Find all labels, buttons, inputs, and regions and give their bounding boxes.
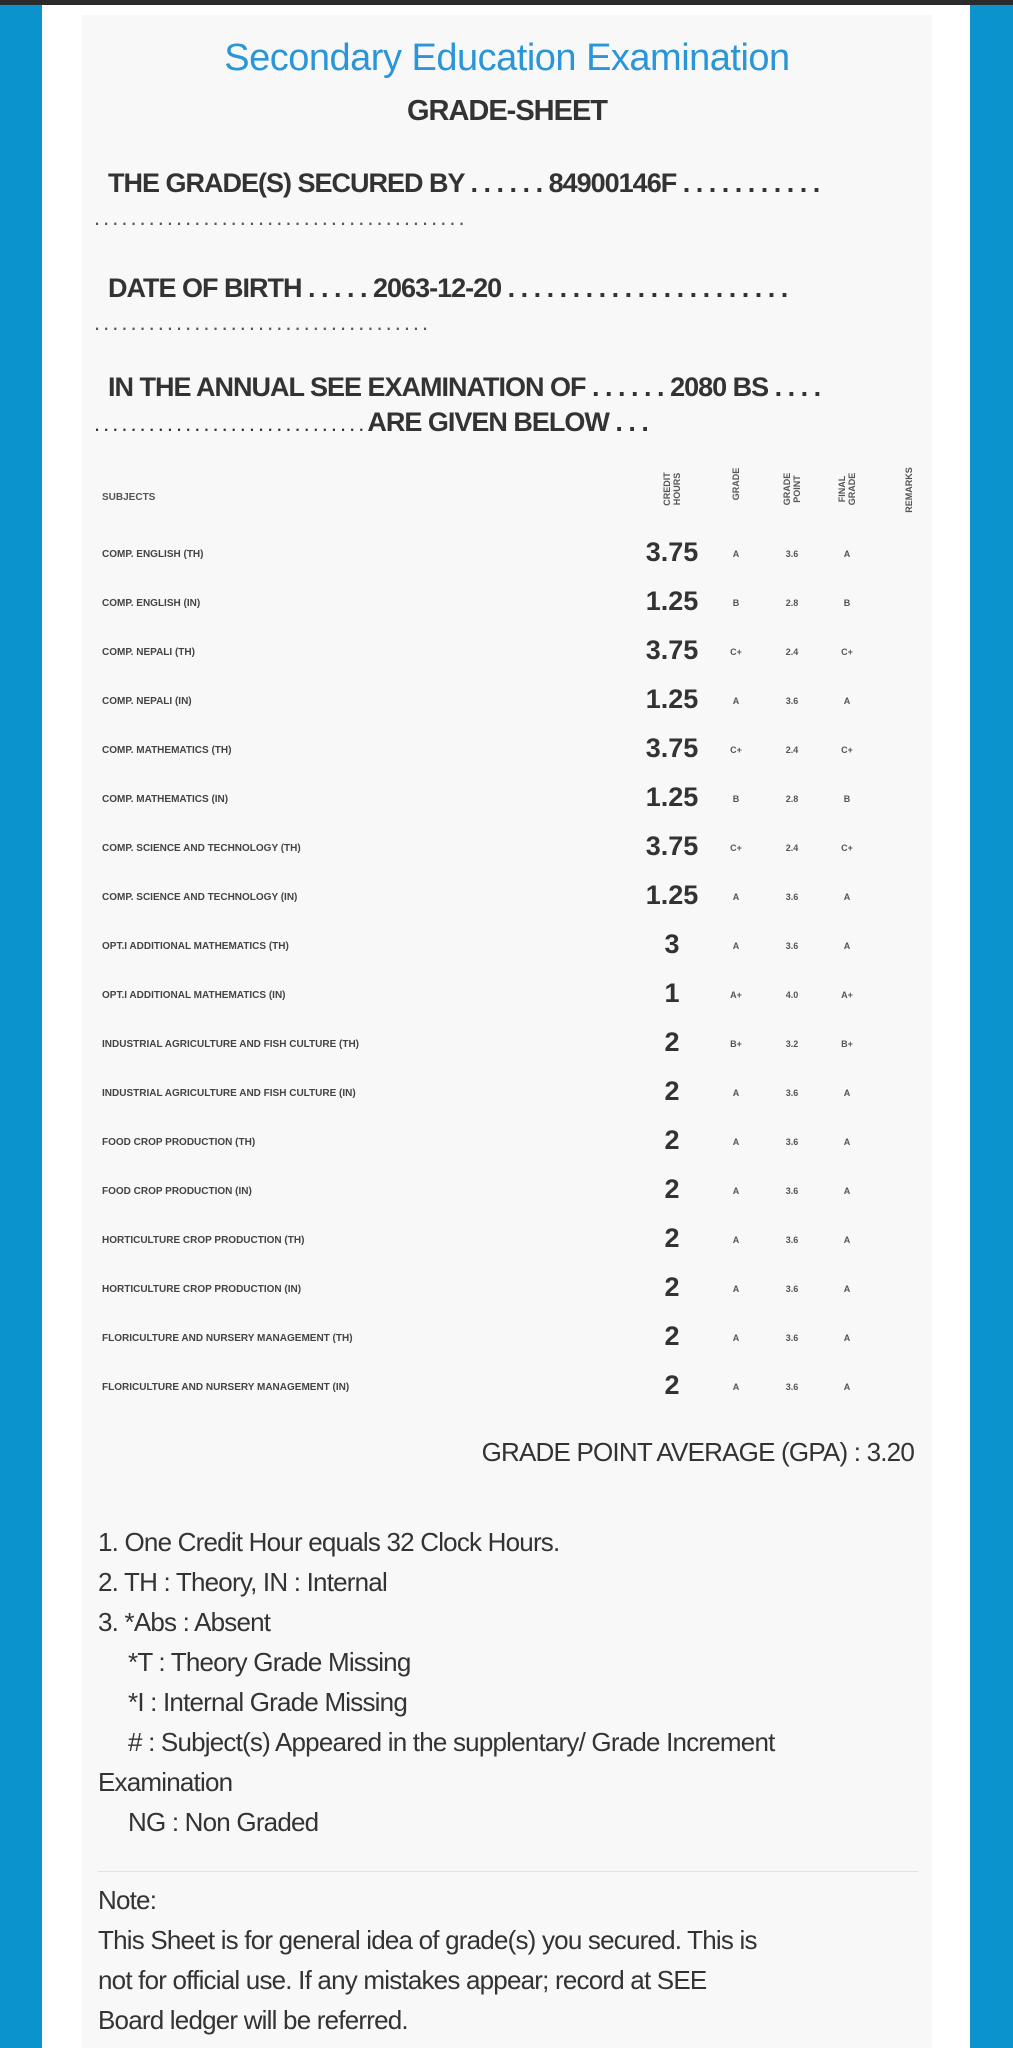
dob-line: DATE OF BIRTH . . . . . 2063-12-20 . . . . . . . . . . . . . . . . . . . . . . [108, 273, 788, 303]
divider [98, 1871, 918, 1872]
credit-hours-cell: 1 [664, 978, 680, 1008]
date-of-birth: 2063-12-20 [373, 273, 502, 303]
given-below-text: ARE GIVEN BELOW [367, 407, 609, 437]
grade-point-cell: 2.4 [785, 745, 799, 755]
exam-year: 2080 BS [670, 372, 769, 402]
grade-point-cell: 3.6 [785, 1137, 799, 1147]
credit-hours-cell: 2 [664, 1370, 680, 1400]
grade-point-cell: 3.6 [785, 1284, 799, 1294]
grade-cell: A+ [730, 990, 742, 1000]
credit-hours-cell: 2 [664, 1272, 680, 1302]
final-grade-cell: A [843, 1186, 851, 1196]
grade-cell: A [732, 892, 740, 902]
grade-point-cell: 2.4 [785, 647, 799, 657]
subject-cell: COMP. ENGLISH (IN) [102, 598, 201, 609]
subject-cell: COMP. MATHEMATICS (TH) [102, 745, 232, 756]
grade-cell: A [732, 549, 740, 559]
grade-cell: C+ [730, 647, 742, 657]
final-grade-cell: A [843, 1284, 851, 1294]
final-grade-cell: A [843, 892, 851, 902]
grade-cell: C+ [730, 745, 742, 755]
secured-by-line: THE GRADE(S) SECURED BY . . . . . . 84900146F . . . . . . . . . . . [108, 168, 820, 198]
credit-hours-cell: 2 [664, 1174, 680, 1204]
grade-cell: A [732, 1333, 740, 1343]
page [42, 5, 970, 2048]
dotted-line: ......................................... [94, 205, 468, 230]
final-grade-cell: B+ [841, 1039, 853, 1049]
legend-item: 3. *Abs : Absent [98, 1607, 271, 1637]
subject-cell: FOOD CROP PRODUCTION (TH) [102, 1137, 256, 1148]
credit-hours-cell: 3.75 [645, 831, 699, 861]
grade-cell: B [732, 598, 740, 608]
subject-cell: COMP. SCIENCE AND TECHNOLOGY (TH) [102, 843, 301, 854]
credit-hours-cell: 2 [664, 1027, 680, 1057]
grade-cell: A [732, 1186, 740, 1196]
grade-cell: A [732, 1284, 740, 1294]
grade-cell: A [732, 1088, 740, 1098]
final-grade-cell: A [843, 1382, 851, 1392]
note-text: This Sheet is for general idea of grade(s) you secured. This is [98, 1925, 757, 1955]
final-grade-cell: A [843, 1088, 851, 1098]
grade-point-cell: 3.6 [785, 941, 799, 951]
credit-hours-cell: 1.25 [645, 684, 699, 714]
column-subjects: SUBJECTS [102, 492, 156, 503]
subject-cell: COMP. MATHEMATICS (IN) [102, 794, 229, 805]
grade-point-cell: 3.6 [785, 1186, 799, 1196]
legend-item: NG : Non Graded [128, 1807, 319, 1837]
final-grade-cell: A [843, 549, 851, 559]
subject-cell: FLORICULTURE AND NURSERY MANAGEMENT (TH) [102, 1333, 353, 1344]
grade-point-cell: 3.6 [785, 1088, 799, 1098]
credit-hours-cell: 1.25 [645, 782, 699, 812]
final-grade-cell: A [843, 1137, 851, 1147]
subject-cell: INDUSTRIAL AGRICULTURE AND FISH CULTURE (TH) [102, 1039, 360, 1050]
dotted-line: ..................................... [94, 310, 432, 335]
credit-hours-cell: 2 [664, 1125, 680, 1155]
final-grade-cell: C+ [841, 843, 853, 853]
legend-item: *I : Internal Grade Missing [128, 1687, 407, 1717]
note-label: Note: [98, 1885, 157, 1915]
subject-cell: OPT.I ADDITIONAL MATHEMATICS (IN) [102, 990, 286, 1001]
column-final-grade: FINAL GRADE [837, 472, 857, 506]
grade-point-cell: 3.6 [785, 1333, 799, 1343]
credit-hours-cell: 3 [664, 929, 680, 959]
gpa: GRADE POINT AVERAGE (GPA) : 3.20 [481, 1437, 914, 1467]
credit-hours-cell: 3.75 [645, 733, 699, 763]
column-remarks: REMARKS [904, 467, 914, 513]
grade-cell: A [732, 1235, 740, 1245]
column-grade: GRADE [731, 467, 741, 501]
grade-point-cell: 3.6 [785, 549, 799, 559]
grade-point-cell: 3.6 [785, 892, 799, 902]
subject-cell: FOOD CROP PRODUCTION (IN) [102, 1186, 252, 1197]
legend-item: *T : Theory Grade Missing [128, 1647, 411, 1677]
exam-label: IN THE ANNUAL SEE EXAMINATION OF [108, 372, 586, 402]
final-grade-cell: B [843, 794, 851, 804]
subject-cell: COMP. SCIENCE AND TECHNOLOGY (IN) [102, 892, 298, 903]
grade-point-cell: 3.6 [785, 1382, 799, 1392]
credit-hours-cell: 2 [664, 1321, 680, 1351]
credit-hours-cell: 2 [664, 1076, 680, 1106]
legend-item: 1. One Credit Hour equals 32 Clock Hours. [98, 1527, 560, 1557]
grade-cell: B [732, 794, 740, 804]
grade-point-cell: 3.6 [785, 696, 799, 706]
grade-point-cell: 3.6 [785, 1235, 799, 1245]
symbol-number: 84900146F [548, 168, 677, 198]
final-grade-cell: A [843, 941, 851, 951]
subject-cell: HORTICULTURE CROP PRODUCTION (TH) [102, 1235, 305, 1246]
final-grade-cell: C+ [841, 745, 853, 755]
exam-title: Secondary Education Examination [224, 37, 790, 79]
grade-point-cell: 2.4 [785, 843, 799, 853]
final-grade-cell: A [843, 1333, 851, 1343]
grade-cell: A [732, 696, 740, 706]
note-text: Board ledger will be referred. [98, 2005, 408, 2035]
legend-item: # : Subject(s) Appeared in the supplentary/ Grade Increment [128, 1727, 775, 1757]
grade-cell: A [732, 1382, 740, 1392]
subject-cell: OPT.I ADDITIONAL MATHEMATICS (TH) [102, 941, 289, 952]
grade-point-cell: 2.8 [785, 598, 799, 608]
exam-line: IN THE ANNUAL SEE EXAMINATION OF . . . . . . 2080 BS . . . . [108, 372, 821, 402]
grade-point-cell: 2.8 [785, 794, 799, 804]
final-grade-cell: A+ [841, 990, 853, 1000]
given-below-line: ..............................ARE GIVEN BELOW . . . [94, 407, 648, 437]
subject-cell: FLORICULTURE AND NURSERY MANAGEMENT (IN) [102, 1382, 350, 1393]
grade-cell: A [732, 1137, 740, 1147]
grade-point-cell: 4.0 [785, 990, 799, 1000]
final-grade-cell: B [843, 598, 851, 608]
subject-cell: COMP. NEPALI (TH) [102, 647, 195, 658]
subject-cell: COMP. ENGLISH (TH) [102, 549, 204, 560]
final-grade-cell: A [843, 1235, 851, 1245]
final-grade-cell: A [843, 696, 851, 706]
column-grade-point: GRADE POINT [782, 472, 802, 506]
grade-sheet-card [82, 15, 932, 2048]
note-text: not for official use. If any mistakes appear; record at SEE [98, 1965, 707, 1995]
subject-cell: HORTICULTURE CROP PRODUCTION (IN) [102, 1284, 302, 1295]
credit-hours-cell: 2 [664, 1223, 680, 1253]
grade-sheet-heading: GRADE-SHEET [406, 95, 608, 127]
final-grade-cell: C+ [841, 647, 853, 657]
legend-item: 2. TH : Theory, IN : Internal [98, 1567, 387, 1597]
dob-label: DATE OF BIRTH [108, 273, 302, 303]
grade-cell: C+ [730, 843, 742, 853]
grade-point-cell: 3.2 [785, 1039, 799, 1049]
subject-cell: COMP. NEPALI (IN) [102, 696, 192, 707]
secured-by-label: THE GRADE(S) SECURED BY [108, 168, 465, 198]
grade-cell: B+ [730, 1039, 742, 1049]
grade-cell: A [732, 941, 740, 951]
credit-hours-cell: 3.75 [645, 635, 699, 665]
credit-hours-cell: 1.25 [645, 880, 699, 910]
credit-hours-cell: 1.25 [645, 586, 699, 616]
legend-item: Examination [98, 1767, 233, 1797]
subject-cell: INDUSTRIAL AGRICULTURE AND FISH CULTURE (IN) [102, 1088, 356, 1099]
column-credit-hours: CREDIT HOURS [662, 472, 682, 506]
credit-hours-cell: 3.75 [645, 537, 699, 567]
